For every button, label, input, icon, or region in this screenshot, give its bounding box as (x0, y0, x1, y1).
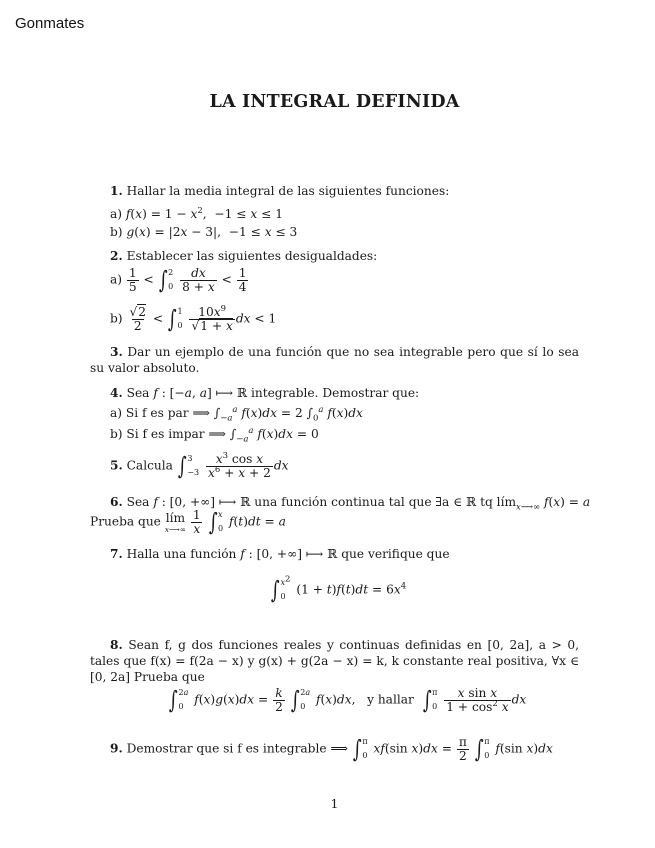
problem-number: 1. (110, 184, 123, 198)
problem-text-2: que verifique que (341, 547, 450, 561)
problem-number: 2. (110, 249, 123, 263)
problem-text-2: integrable. Demostrar que: (250, 386, 420, 400)
document-title: LA INTEGRAL DEFINIDA (209, 92, 460, 112)
problem-text: Sean f, g dos funciones reales y continuas definidas en [0, 2a], a > 0, tales que f(x) = f(2a − x) y g(x) + g(2a − x) = k, k constante real positiva, ∀x ∈ [0, 2a] Prueba que (90, 638, 580, 684)
problem-text: Sea (126, 386, 150, 400)
problem-4b: b) Si f es impar ⟹ $\int_{-a}^a$ f(x)dx = 0 (110, 425, 319, 445)
item-label: a) Si f es par (110, 406, 189, 420)
problem-text: Hallar la media integral de las siguientes funciones: (126, 184, 450, 198)
problem-text: Calcula (126, 458, 173, 473)
problem-text-2: y hallar (367, 692, 414, 707)
problem-text: Halla una función (126, 547, 237, 561)
problem-number: 4. (110, 386, 123, 400)
page-number: 1 (330, 796, 339, 811)
problem-9: 9. Demostrar que si f es integrable ⟹ ∫ π 0 xf(sin x)dx = $\frac{\pi}{2}$ ∫ π 0 f(sin x)dx (110, 734, 553, 763)
problem-2 (110, 248, 377, 264)
problem-6-cont: Prueba que lím x⟶∞ $\frac{1}{x}$ ∫ x 0 f(t)dt = a (90, 507, 286, 536)
problem-text-3: Prueba que (90, 514, 161, 529)
problem-4a: a) Si f es par ⟹ $\int_{-a}^a$ f(x)dx = 2 $\int_0^a$ f(x)dx (110, 404, 363, 424)
problem-1b: b) g(x) = |2x − 3|, −1 ≤ x ≤ 3 (110, 225, 298, 239)
problem-number: 6. (110, 495, 123, 509)
problem-text: Demostrar que si f es integrable (126, 741, 327, 756)
problem-7-equation: ∫ $x^2$ 0 $(1 + t)f(t)dt = 6x^4$ (270, 574, 407, 604)
problem-8 (90, 637, 579, 685)
problem-6: 6. Sea f : [0, +∞] ⟼ ℝ una función continua tal que ∃a ∈ ℝ tq lím$_{x⟶\infty}$ f(x) = a (110, 495, 591, 513)
problem-text: Sea (126, 495, 150, 509)
problem-8-equation: ∫ 2a 0 f(x)g(x)dx = $\frac{k}{2}$ ∫ 2a 0 f(x)dx, y hallar ∫ π 0 $\frac{\text{x sin x}}{1 + \cos^2 x}$ dx (168, 685, 527, 714)
problem-1a: a) $f(x) = 1 - x^2$, −1 ≤ x ≤ 1 (110, 205, 283, 221)
app-title: Gonmates (15, 15, 85, 32)
problem-number: 8. (110, 638, 123, 652)
problem-text-2: una función continua tal que ∃a ∈ ℝ tq (254, 495, 493, 509)
problem-text: Dar un ejemplo de una función que no sea integrable pero que sí lo sea su valor absoluto. (90, 345, 580, 375)
problem-text: Establecer las siguientes desigualdades: (126, 249, 378, 263)
problem-5: 5. Calcula ∫ 3 −3 $\frac{x^3 \cos x}{x^6 + x + 2}$ dx (110, 450, 289, 480)
problem-7: 7. Halla una función f : [0, +∞] ⟼ ℝ que verifique que (110, 547, 450, 561)
problem-2a: a) $\frac{1}{5}$ < ∫ 2 0 $\frac{dx}{8 + x}$ < $\frac{1}{4}$ (110, 265, 247, 294)
item-label: b) Si f es impar (110, 427, 205, 441)
problem-4: 4. Sea f : [−a, a] ⟼ ℝ integrable. Demostrar que: (110, 386, 420, 400)
problem-1 (110, 183, 449, 199)
problem-number: 5. (110, 458, 123, 473)
problem-3 (90, 344, 579, 376)
problem-number: 9. (110, 741, 123, 756)
problem-2b: b) $\frac{√2}{2}$ < ∫ 1 0 $\frac{10x^9}{√1 + x}$ dx < 1 (110, 303, 277, 333)
problem-number: 7. (110, 547, 123, 561)
problem-number: 3. (110, 345, 123, 359)
